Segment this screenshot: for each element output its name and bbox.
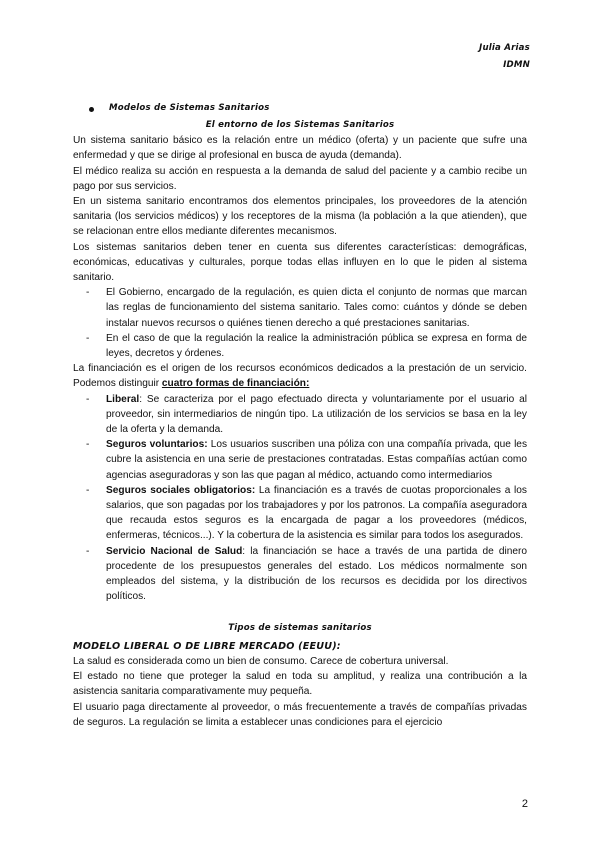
list-item [86, 483, 527, 544]
paragraph: En un sistema sanitario encontramos dos elementos principales, los proveedores de la atención sanitaria (los servicios médicos) y los receptores de la misma (la población a la que atienden), que se relacionan entre ellos mediante diferentes mecanismos. [73, 196, 527, 238]
financing-list [73, 392, 527, 605]
paragraph: Un sistema sanitario básico es la relación entre un médico (oferta) y un paciente que sufre una enfermedad y que se dirige al profesional en busca de ayuda (demanda). [73, 135, 527, 162]
paragraph: La salud es considerada como un bien de consumo. Carece de cobertura universal. [73, 655, 449, 667]
dash-marker: - [86, 287, 90, 299]
dash-marker: - [86, 484, 90, 496]
bullet-heading [89, 101, 527, 117]
paragraph: El estado no tiene que proteger la salud en toda su amplitud, y realiza una contribución a la asistencia sanitaria comparativamente muy pequeña. [73, 671, 527, 698]
list-item [86, 285, 527, 331]
page-number: 2 [521, 798, 528, 810]
document-body [73, 101, 527, 730]
list-item [86, 331, 527, 361]
term-description: Se caracteriza por el pago efectuado directa y voluntariamente por el usuario al proveedor, sin intermediarios de ningún tipo. La utilización de los servicios se basa en la ley de la oferta y la demanda. [106, 393, 527, 436]
section-title-tipos: Tipos de sistemas sanitarios [228, 622, 372, 633]
paragraph: El médico realiza su acción en respuesta a la demanda de salud del paciente y a cambio recibe un pago por sus servicios. [73, 165, 527, 192]
paragraph: El usuario paga directamente al proveedor, o más frecuentemente a través de compañías privadas de seguros. La regulación se limita a establecer unas condiciones para el ejercicio [73, 701, 527, 728]
term-description: Los usuarios suscriben una póliza con una compañía privada, que les cubre la asistencia en una serie de prestaciones contratadas. Estas compañías actúan como agencias aseguradoras y son las que pagan al médico, actuando como intermediarios [106, 439, 528, 481]
paragraph-financiacion [73, 361, 527, 391]
dash-marker: - [86, 393, 90, 405]
term-servicio-nacional: Servicio Nacional de Salud [106, 545, 243, 557]
spacer [73, 605, 527, 620]
term-seguros-voluntarios: Seguros voluntarios: [106, 439, 208, 451]
dash-marker: - [86, 545, 90, 557]
paragraph-text: La financiación es el origen de los recursos económicos dedicados a la prestación de un servicio. Podemos distinguir [73, 363, 527, 390]
course-code: IDMN [503, 60, 530, 70]
dash-marker: - [86, 439, 90, 451]
list-item [86, 437, 527, 483]
term-liberal: Liberal [106, 393, 140, 405]
list-item [86, 544, 527, 605]
bullet-heading-text: Modelos de Sistemas Sanitarios [109, 103, 270, 114]
list-item [86, 392, 527, 438]
paragraph: Los sistemas sanitarios deben tener en cuenta sus diferentes características: demográficas, económicas, educativas y culturales, porque todas ellas influyen en lo que le piden al sistema sanitario. [73, 241, 527, 284]
dash-marker: - [86, 332, 90, 344]
author-name: Julia Arias [479, 43, 530, 53]
page-header [479, 40, 530, 74]
term-description: la financiación se hace a través de una partida de dinero procedente de los presupuestos generales del estado. Los médicos normalmente son empleados del sistema, y la distribución de los recursos es decidida por los directivos políticos. [106, 545, 527, 603]
term-seguros-sociales: Seguros sociales obligatorios: [106, 484, 256, 496]
term-description: La financiación es a través de cuotas proporcionales a los salarios, que son pagadas por los trabajadores y por los patronos. La compañía aseguradora que recauda estos seguros es la encargada de pagar a los proveedores (médicos, enfermeras, técnicos...). Y la cobertura de la asistencia es similar para todos los asegurados. [106, 484, 527, 542]
list-item-text: En el caso de que la regulación la realice la administración pública se expresa en forma de leyes, decretos y órdenes. [106, 332, 527, 360]
term-separator: : [139, 393, 143, 405]
term-separator: : [242, 545, 246, 557]
bullet-dot-icon [89, 107, 94, 112]
section-title-entorno: El entorno de los Sistemas Sanitarios [205, 120, 395, 130]
model-title: MODELO LIBERAL O DE LIBRE MERCADO (EEUU): [73, 640, 341, 652]
list-item-text: El Gobierno, encargado de la regulación, es quien dicta el conjunto de normas que marcan las reglas de funcionamiento del sistema sanitario. Tales como: cuántos y dónde se deben instalar nuevos recursos o quiénes tienen derecho a qué prestaciones sanitarias. [106, 287, 527, 329]
regulation-list [73, 285, 527, 361]
financing-forms-emphasis: cuatro formas de financiación: [161, 378, 310, 390]
